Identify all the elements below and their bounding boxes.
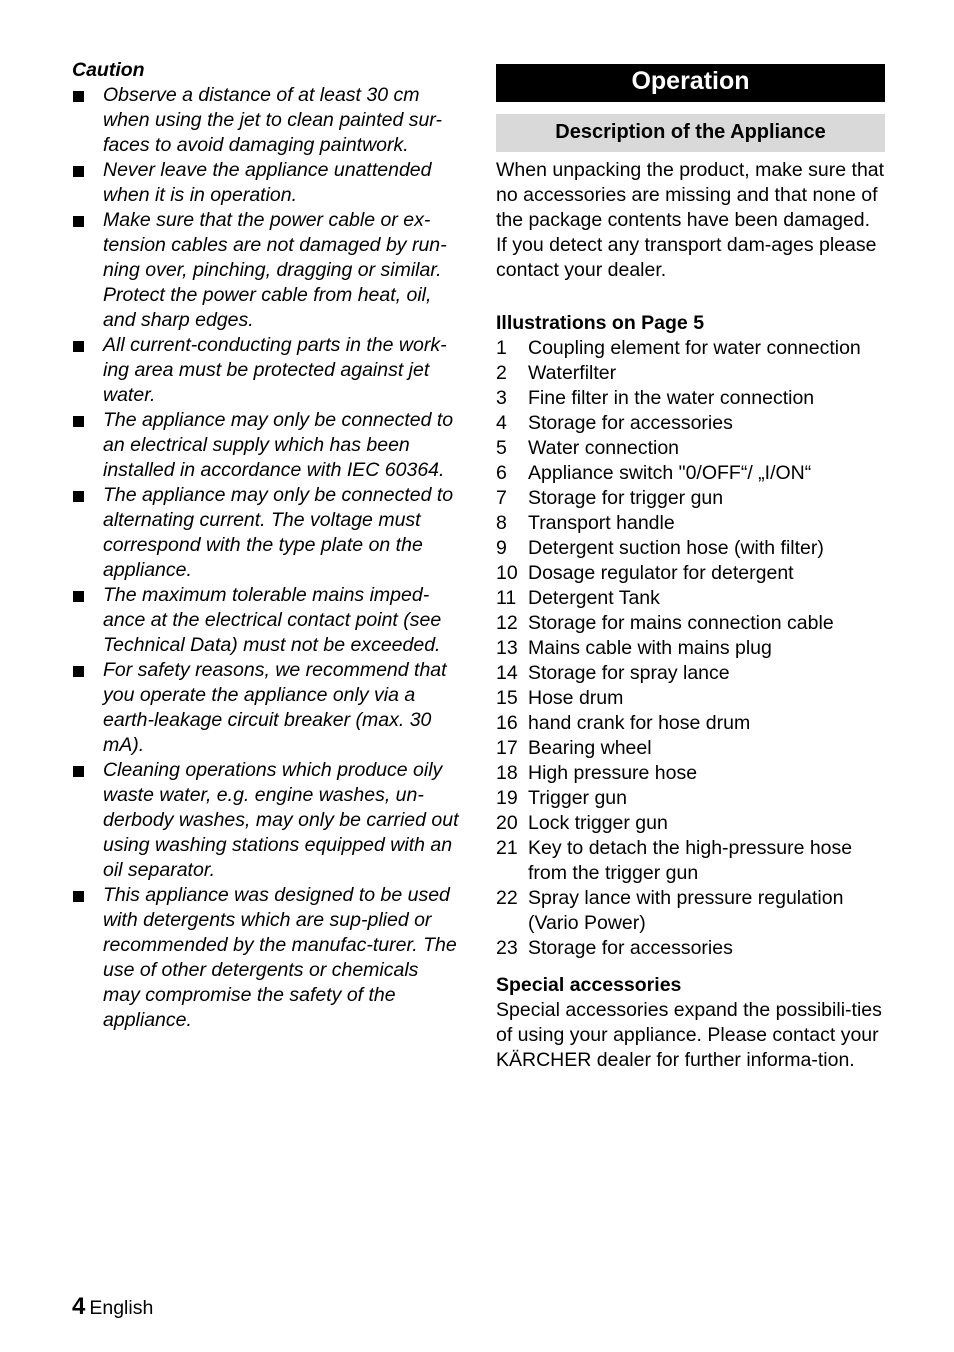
caution-item-text: Never leave the appliance unattended when it is in operation. xyxy=(103,159,432,206)
item-number: 19 xyxy=(496,787,518,809)
caution-item-text: Observe a distance of at least 30 cm when using the jet to clean painted sur-faces to avoid damaging paintwork. xyxy=(103,84,442,156)
list-item xyxy=(496,786,885,811)
list-item xyxy=(496,361,885,386)
item-number: 21 xyxy=(496,837,518,859)
operation-section xyxy=(496,64,885,1073)
caution-item-text: Cleaning operations which produce oily waste water, e.g. engine washes, un-derbody washes, may only be carried out using washing stations equipped with an oil separator. xyxy=(103,759,459,881)
item-label: Storage for mains connection cable xyxy=(528,612,834,634)
list-item xyxy=(496,536,885,561)
list-item xyxy=(496,811,885,836)
illustrations-title: Illustrations on Page 5 xyxy=(496,312,705,334)
list-item xyxy=(496,836,885,886)
item-number: 6 xyxy=(496,462,507,484)
list-item xyxy=(496,411,885,436)
caution-item xyxy=(72,483,460,583)
description-heading: Description of the Appliance xyxy=(496,114,885,152)
bullet-square-icon xyxy=(73,341,84,352)
caution-item xyxy=(72,758,460,883)
item-label: High pressure hose xyxy=(528,762,698,784)
item-number: 17 xyxy=(496,737,518,759)
caution-item-text: All current-conducting parts in the work-ing area must be protected against jet water. xyxy=(103,334,447,406)
list-item xyxy=(496,761,885,786)
item-number: 1 xyxy=(496,337,507,359)
item-label: Dosage regulator for detergent xyxy=(528,562,794,584)
item-label: Spray lance with pressure regulation (Vario Power) xyxy=(528,887,844,934)
item-number: 18 xyxy=(496,762,518,784)
list-item xyxy=(496,586,885,611)
caution-item xyxy=(72,158,460,208)
item-label: Storage for spray lance xyxy=(528,662,730,684)
operation-heading: Operation xyxy=(496,64,885,102)
bullet-square-icon xyxy=(73,491,84,502)
caution-item-text: Make sure that the power cable or ex-tension cables are not damaged by run-ning over, pinching, dragging or similar. Protect the power cable from heat, oil, and sharp edges. xyxy=(103,209,447,331)
item-number: 16 xyxy=(496,712,518,734)
item-label: Appliance switch "0/OFF“/ „I/ON“ xyxy=(528,462,812,484)
page-number: 4 xyxy=(72,1293,86,1320)
bullet-square-icon xyxy=(73,666,84,677)
caution-item-text: The maximum tolerable mains imped-ance at the electrical contact point (see Technical Data) must not be exceeded. xyxy=(103,584,442,656)
caution-item xyxy=(72,658,460,758)
list-item xyxy=(496,711,885,736)
bullet-square-icon xyxy=(73,91,84,102)
caution-item xyxy=(72,583,460,658)
list-item xyxy=(496,611,885,636)
caution-item xyxy=(72,883,460,1033)
item-label: Water connection xyxy=(528,437,680,459)
caution-section xyxy=(72,58,460,1033)
item-label: Detergent suction hose (with filter) xyxy=(528,537,824,559)
list-item xyxy=(496,486,885,511)
item-label: Coupling element for water connection xyxy=(528,337,861,359)
caution-item xyxy=(72,333,460,408)
list-item xyxy=(496,936,885,961)
list-item xyxy=(496,686,885,711)
item-label: Storage for accessories xyxy=(528,937,733,959)
item-number: 9 xyxy=(496,537,507,559)
caution-item xyxy=(72,208,460,333)
bullet-square-icon xyxy=(73,416,84,427)
bullet-square-icon xyxy=(73,591,84,602)
list-item xyxy=(496,661,885,686)
item-number: 20 xyxy=(496,812,518,834)
caution-title: Caution xyxy=(72,59,145,81)
list-item xyxy=(496,436,885,461)
item-number: 15 xyxy=(496,687,518,709)
item-number: 2 xyxy=(496,362,507,384)
caution-item-text: The appliance may only be connected to an electrical supply which has been installed in accordance with IEC 60364. xyxy=(103,409,454,481)
item-label: Transport handle xyxy=(528,512,675,534)
parts-list xyxy=(496,336,885,961)
item-label: Trigger gun xyxy=(528,787,627,809)
item-number: 4 xyxy=(496,412,507,434)
list-item xyxy=(496,736,885,761)
list-item xyxy=(496,386,885,411)
list-item xyxy=(496,886,885,936)
caution-list xyxy=(72,83,460,1033)
item-number: 13 xyxy=(496,637,518,659)
list-item xyxy=(496,636,885,661)
item-label: Storage for trigger gun xyxy=(528,487,724,509)
item-number: 8 xyxy=(496,512,507,534)
item-number: 3 xyxy=(496,387,507,409)
bullet-square-icon xyxy=(73,166,84,177)
caution-item-text: For safety reasons, we recommend that you operate the appliance only via a earth-leakage circuit breaker (max. 30 mA). xyxy=(103,659,447,756)
item-label: Key to detach the high-pressure hose from the trigger gun xyxy=(528,837,853,884)
list-item xyxy=(496,461,885,486)
intro-paragraph: When unpacking the product, make sure that no accessories are missing and that none of the package contents have been damaged. If you detect any transport dam-ages please contact your dealer. xyxy=(496,159,885,281)
list-item xyxy=(496,336,885,361)
bullet-square-icon xyxy=(73,891,84,902)
item-label: Bearing wheel xyxy=(528,737,652,759)
caution-item xyxy=(72,408,460,483)
bullet-square-icon xyxy=(73,216,84,227)
item-label: Lock trigger gun xyxy=(528,812,668,834)
caution-item-text: The appliance may only be connected to alternating current. The voltage must correspond with the type plate on the appliance. xyxy=(103,484,454,581)
footer-language: English xyxy=(89,1297,154,1319)
item-number: 22 xyxy=(496,887,518,909)
item-number: 11 xyxy=(496,587,517,609)
special-accessories-title: Special accessories xyxy=(496,974,682,996)
item-label: Hose drum xyxy=(528,687,624,709)
item-label: Fine filter in the water connection xyxy=(528,387,815,409)
item-number: 14 xyxy=(496,662,518,684)
item-number: 10 xyxy=(496,562,518,584)
list-item xyxy=(496,561,885,586)
caution-item xyxy=(72,83,460,158)
item-number: 12 xyxy=(496,612,518,634)
item-label: Waterfilter xyxy=(528,362,617,384)
item-number: 7 xyxy=(496,487,507,509)
page-footer xyxy=(72,1294,153,1321)
item-number: 5 xyxy=(496,437,507,459)
bullet-square-icon xyxy=(73,766,84,777)
item-label: Detergent Tank xyxy=(528,587,660,609)
item-label: Storage for accessories xyxy=(528,412,733,434)
item-number: 23 xyxy=(496,937,518,959)
item-label: hand crank for hose drum xyxy=(528,712,751,734)
item-label: Mains cable with mains plug xyxy=(528,637,772,659)
caution-item-text: This appliance was designed to be used with detergents which are sup-plied or recommended by the manufac-turer. The use of other detergents or chemicals may compromise the safety of the appliance. xyxy=(103,884,457,1031)
special-accessories-text: Special accessories expand the possibili-ties of using your appliance. Please contact your KÄRCHER dealer for further informa-tion. xyxy=(496,999,882,1071)
list-item xyxy=(496,511,885,536)
